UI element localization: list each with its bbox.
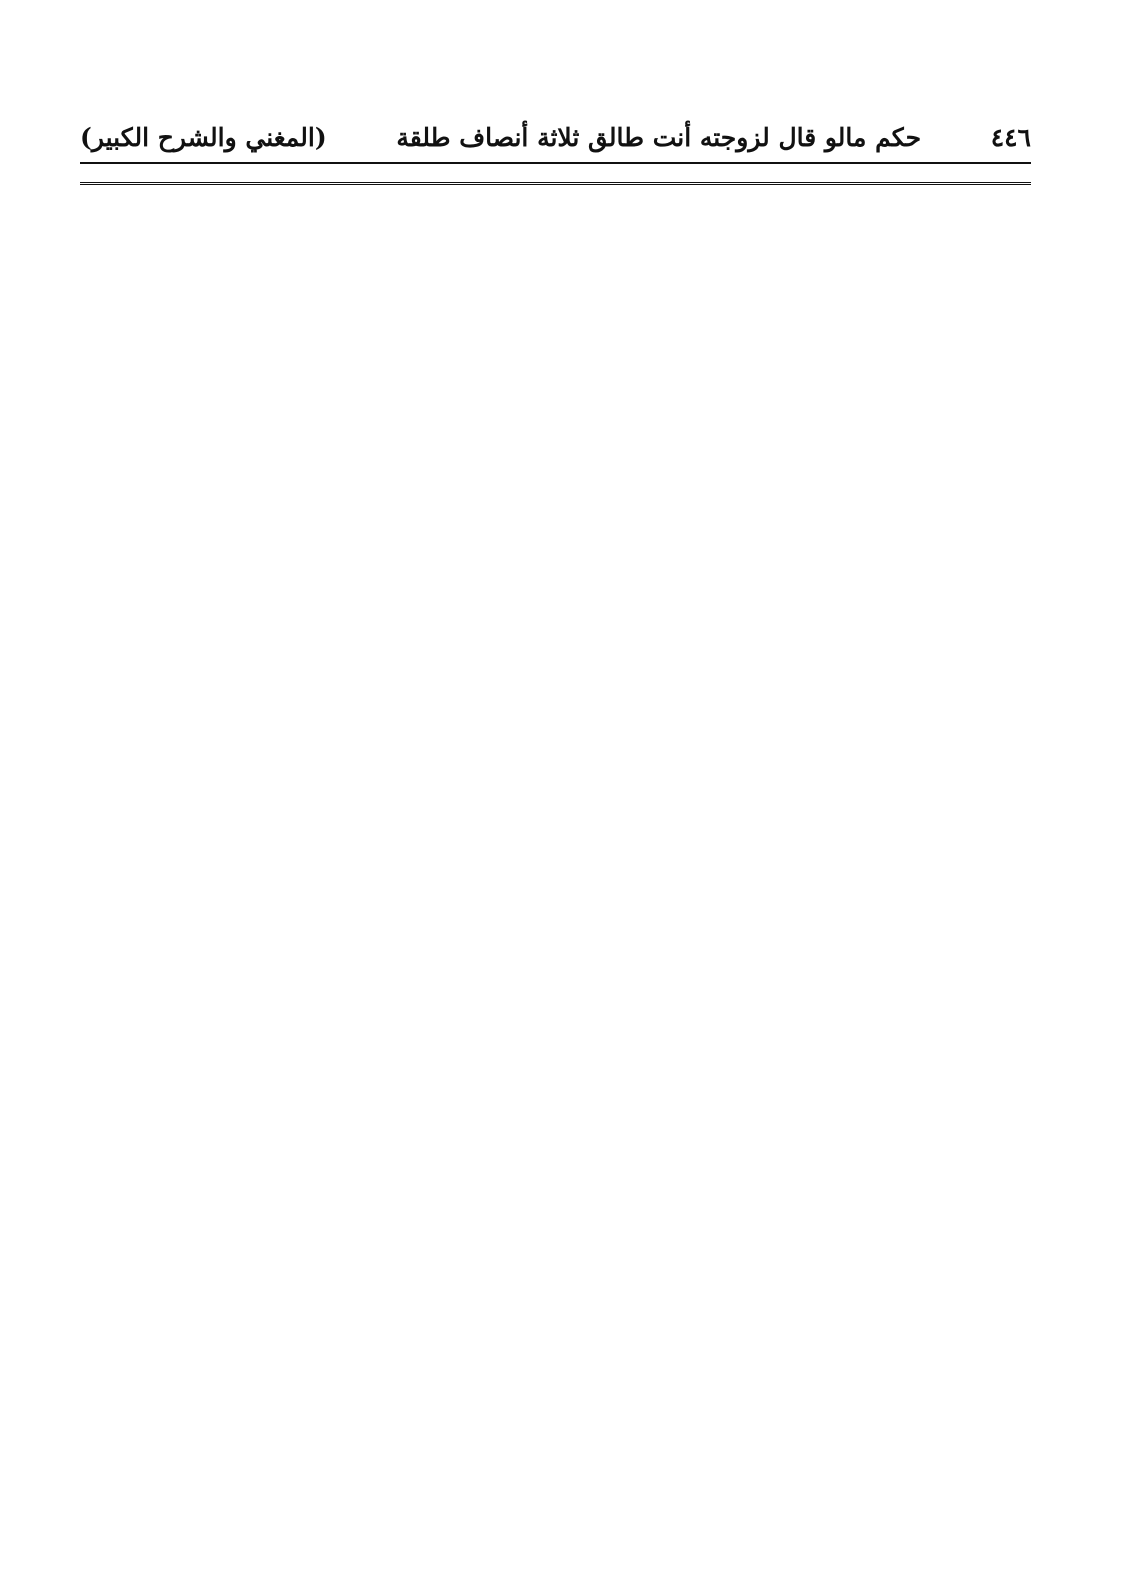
header-rule	[80, 162, 1031, 164]
page-number: ٤٤٦	[990, 123, 1031, 152]
running-title: حكم مالو قال لزوجته أنت طالق ثلاثة أنصاف طلقة	[396, 123, 922, 152]
section-divider	[80, 182, 1031, 185]
page-header	[80, 118, 1031, 158]
book-title: (المغني والشرح الكبير)	[80, 123, 327, 152]
